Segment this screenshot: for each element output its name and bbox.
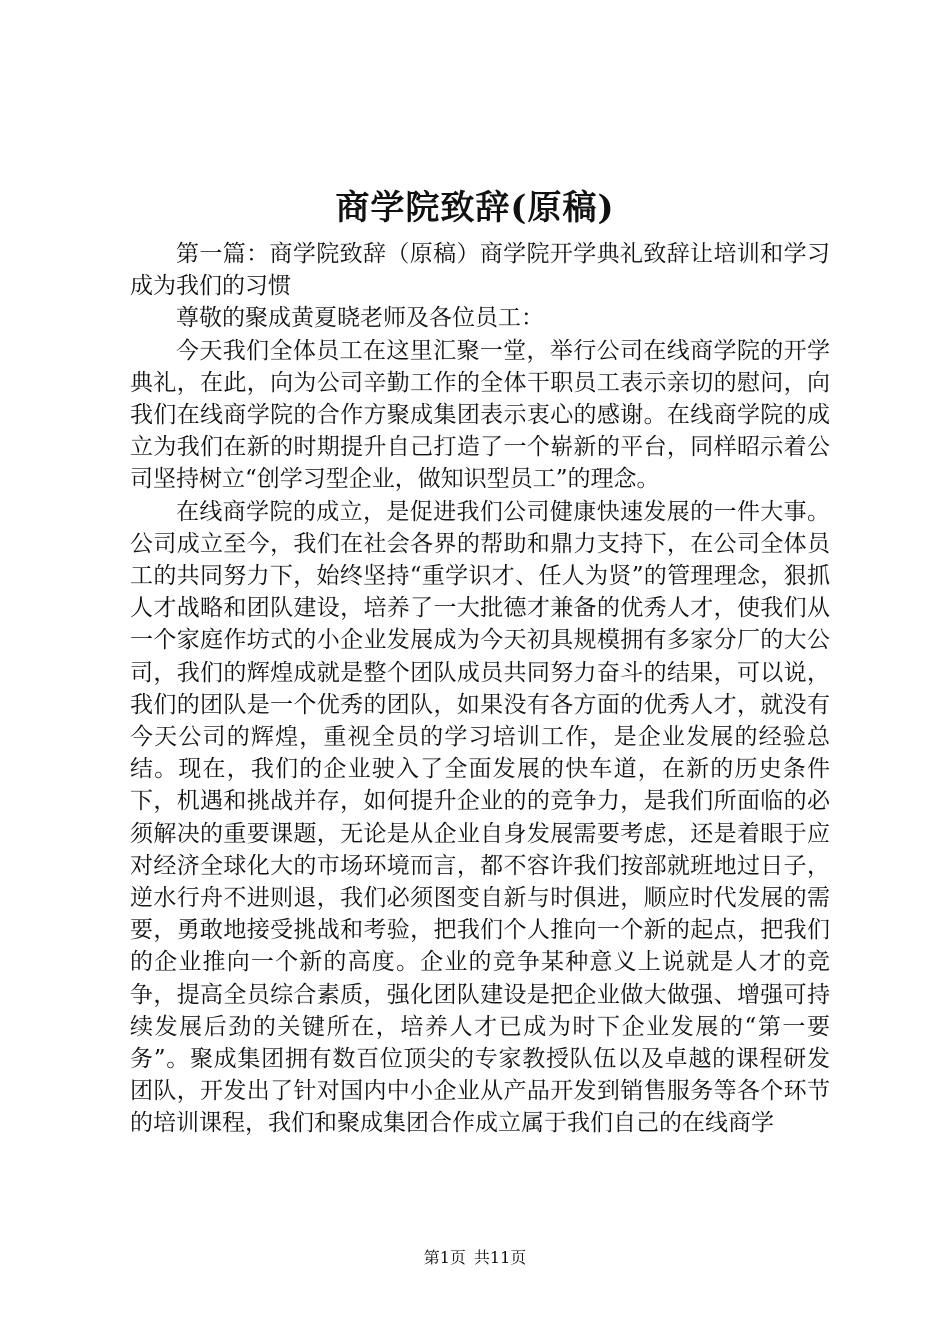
page-footer [0, 1248, 950, 1268]
page-total: 共11页 [473, 1248, 527, 1267]
document-title: 商学院致辞(原稿) [335, 188, 615, 228]
document-body [130, 238, 830, 1140]
paragraph-body: 今天我们全体员工在这里汇聚一堂，举行公司在线商学院的开学典礼，在此，向为公司辛勤工作的全体干职员工表示亲切的慰问，向我们在线商学院的合作方聚成集团表示衷心的感谢。在线商学院的成立为我们在新的时期提升自己打造了一个崭新的平台，同样昭示着公司坚持树立“创学习型企业，做知识型员工”的理念。 [130, 337, 830, 493]
page-number: 第1页 [423, 1248, 466, 1267]
paragraph-body: 在线商学院的成立，是促进我们公司健康快速发展的一件大事。公司成立至今，我们在社会各界的帮助和鼎力支持下，在公司全体员工的共同努力下，始终坚持“重学识才、任人为贤”的管理理念，狠抓人才战略和团队建设，培养了一大批德才兼备的优秀人才，使我们从一个家庭作坊式的小企业发展成为今天初具规模拥有多家分厂的大公司，我们的辉煌成就是整个团队成员共同努力奋斗的结果，可以说，我们的团队是一个优秀的团队，如果没有各方面的优秀人才，就没有今天公司的辉煌，重视全员的学习培训工作，是企业发展的经验总结。现在，我们的企业驶入了全面发展的快车道，在新的历史条件下，机遇和挑战并存，如何提升企业的的竞争力，是我们所面临的必须解决的重要课题，无论是从企业自身发展需要考虑，还是着眼于应对经济全球化大的市场环境而言，都不容许我们按部就班地过日子，逆水行舟不进则退，我们必须图变自新与时俱进，顺应时代发展的需要，勇敢地接受挑战和考验，把我们个人推向一个新的起点，把我们的企业推向一个新的高度。企业的竞争某种意义上说就是人才的竞争，提高全员综合素质，强化团队建设是把企业做大做强、增强可持续发展后劲的关键所在，培养人才已成为时下企业发展的“第一要务”。聚成集团拥有数百位顶尖的专家教授队伍以及卓越的课程研发团队，开发出了针对国内中小企业从产品开发到销售服务等各个环节的培训课程，我们和聚成集团合作成立属于我们自己的在线商学 [130, 498, 830, 1137]
paragraph-salutation: 尊敬的聚成黄夏晓老师及各位员工： [176, 305, 544, 332]
paragraph-heading: 第一篇：商学院致辞（原稿）商学院开学典礼致辞让培训和学习成为我们的习惯 [130, 241, 830, 300]
